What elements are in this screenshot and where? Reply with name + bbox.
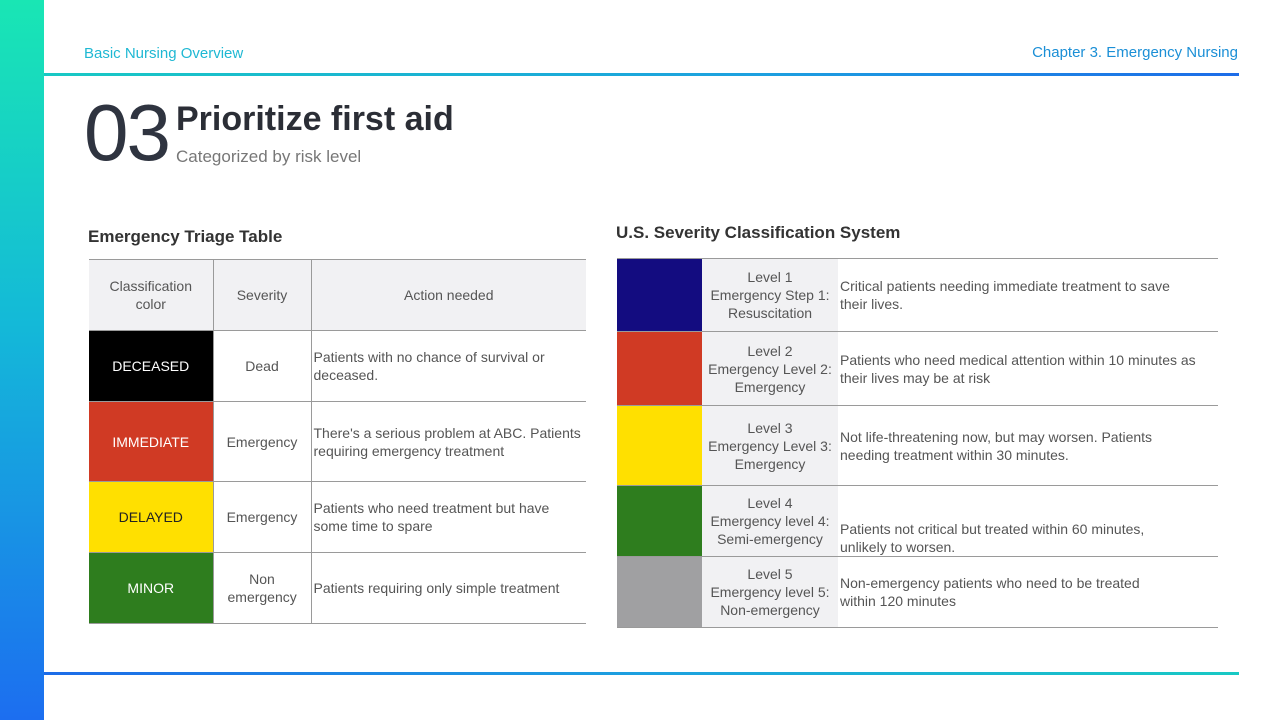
top-divider — [44, 73, 1239, 76]
level-name: Emergency — [734, 378, 806, 395]
triage-color-immediate: IMMEDIATE — [89, 402, 213, 482]
page-subtitle: Categorized by risk level — [176, 147, 362, 166]
table-row — [89, 553, 586, 624]
triage-action: Patients who need treatment but have some time to spare — [311, 482, 586, 553]
page-title: Prioritize first aid — [176, 100, 454, 138]
table-row — [617, 332, 1218, 406]
level-label-cell — [702, 332, 838, 406]
level-number: Level 2 — [747, 342, 793, 359]
level-3-color-swatch — [617, 406, 702, 486]
header-action-needed: Action needed — [311, 260, 586, 331]
level-description: Not life-threatening now, but may worsen. Patients needing treatment within 30 minutes. — [838, 406, 1218, 486]
header-severity: Severity — [213, 260, 311, 331]
triage-header-row — [89, 260, 586, 331]
triage-table-title: Emergency Triage Table — [88, 227, 283, 246]
level-number: Level 5 — [747, 566, 793, 582]
triage-severity: Emergency — [213, 482, 311, 553]
table-row — [89, 331, 586, 402]
us-severity-table — [617, 258, 1218, 628]
table-row — [617, 259, 1218, 332]
level-name: Resuscitation — [727, 305, 813, 321]
triage-color-minor: MINOR — [89, 553, 213, 624]
level-label-cell — [702, 557, 838, 628]
table-row — [89, 402, 586, 482]
level-description: Critical patients needing immediate treatment to save their lives. — [838, 259, 1218, 332]
level-step: Emergency level 4: — [710, 513, 830, 529]
triage-color-delayed: DELAYED — [89, 482, 213, 553]
level-description: Patients who need medical attention within 10 minutes as their lives may be at risk — [838, 332, 1218, 406]
level-label-cell — [702, 406, 838, 486]
course-title: Basic Nursing Overview — [84, 45, 244, 62]
level-step: Emergency Step 1: — [710, 287, 830, 303]
level-description: Non-emergency patients who need to be treated within 120 minutes — [838, 557, 1218, 628]
triage-severity: Emergency — [213, 402, 311, 482]
level-name: Semi-emergency — [717, 531, 823, 547]
bottom-divider — [44, 672, 1239, 675]
level-step: Emergency level 5: — [710, 584, 830, 600]
table-row — [617, 486, 1218, 557]
section-number: 03 — [84, 88, 169, 177]
level-name: Non-emergency — [720, 602, 820, 618]
level-name: Emergency — [734, 455, 806, 472]
triage-action: There's a serious problem at ABC. Patients requiring emergency treatment — [311, 402, 586, 482]
level-number: Level 1 — [747, 269, 793, 285]
level-step: Emergency Level 2: — [708, 360, 832, 377]
level-label-cell — [702, 486, 838, 557]
triage-action: Patients requiring only simple treatment — [311, 553, 586, 624]
triage-color-deceased: DECEASED — [89, 331, 213, 402]
table-row — [617, 406, 1218, 486]
level-4-color-swatch — [617, 486, 702, 557]
level-number: Level 3 — [747, 419, 793, 436]
table-row — [617, 557, 1218, 628]
level-5-color-swatch — [617, 557, 702, 628]
side-gradient-strip — [0, 0, 44, 720]
header-classification-color: Classification color — [89, 260, 213, 331]
triage-table — [89, 259, 586, 624]
level-step: Emergency Level 3: — [708, 437, 832, 454]
triage-severity: Non emergency — [213, 553, 311, 624]
level-1-color-swatch — [617, 259, 702, 332]
us-system-title: U.S. Severity Classification System — [616, 223, 901, 242]
triage-severity: Dead — [213, 331, 311, 402]
level-description: Patients not critical but treated within 60 minutes, unlikely to worsen. — [838, 486, 1218, 557]
triage-action: Patients with no chance of survival or deceased. — [311, 331, 586, 402]
table-row — [89, 482, 586, 553]
level-number: Level 4 — [747, 495, 793, 511]
chapter-title: Chapter 3. Emergency Nursing — [1032, 44, 1238, 61]
level-2-color-swatch — [617, 332, 702, 406]
level-label-cell — [702, 259, 838, 332]
